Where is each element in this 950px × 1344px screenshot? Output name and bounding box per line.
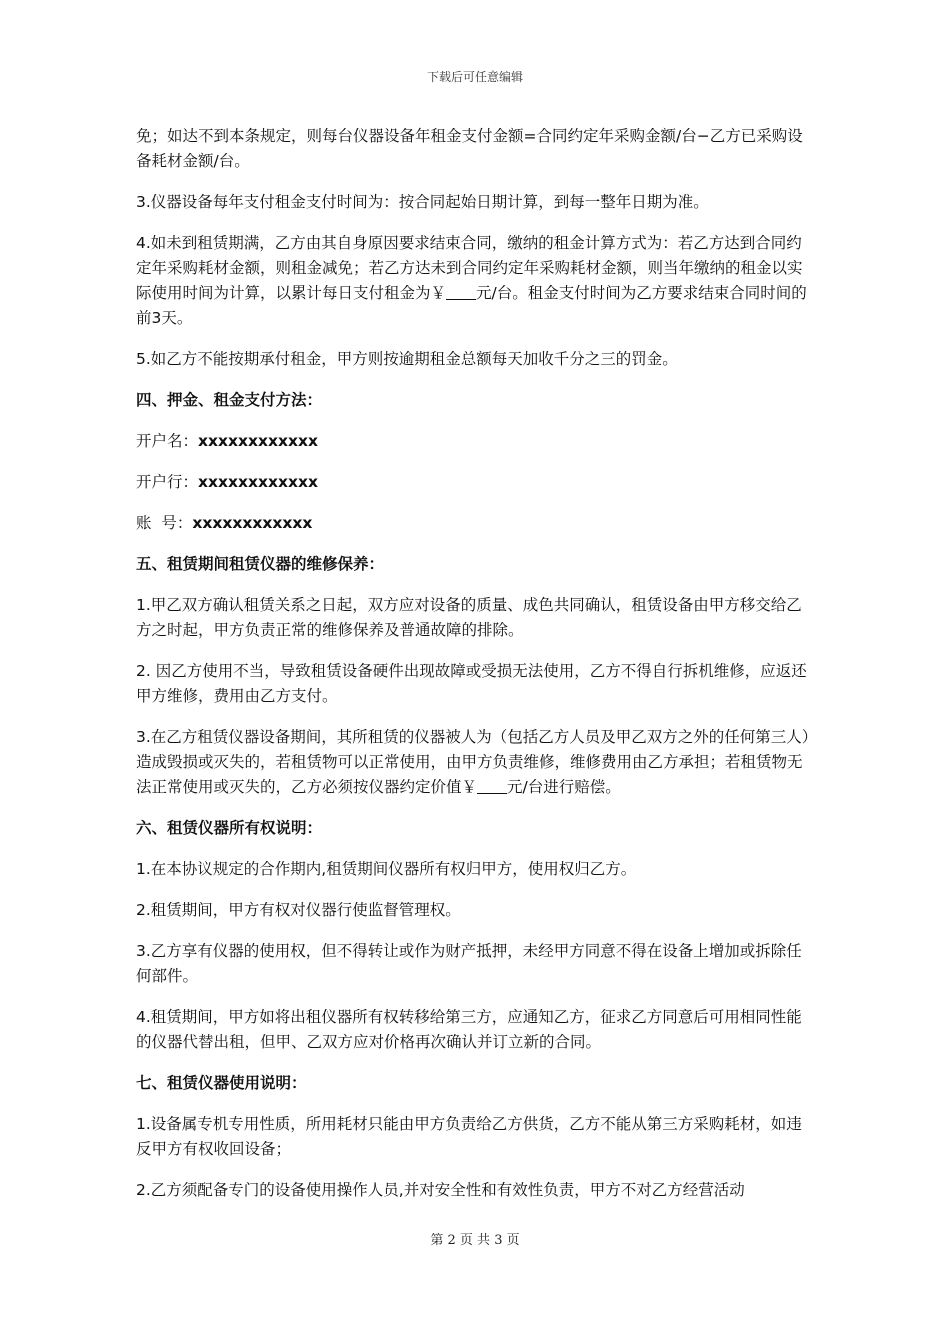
clause-7-2: 2.乙方须配备专门的设备使用操作人员,并对安全性和有效性负责，甲方不对乙方经营活动	[136, 1181, 745, 1199]
clause-6-3: 3.乙方享有仪器的使用权，但不得转让或作为财产抵押，未经甲方同意不得在设备上增加或拆除任何部件。	[136, 942, 802, 985]
paragraph-continuation: 免；如达不到本条规定，则每台仪器设备年租金支付金额=合同约定年采购金额/台−乙方已采购设备耗材金额/台。	[136, 127, 803, 170]
section-4-heading: 四、押金、租金支付方法：	[136, 391, 323, 409]
page-header: 下载后可任意编辑	[426, 70, 523, 84]
clause-7-1: 1.设备属专机专用性质，所用耗材只能由甲方负责给乙方供货，乙方不能从第三方采购耗材，如违反甲方有权收回设备；	[136, 1115, 802, 1158]
clause-3-4	[136, 231, 814, 331]
clause-5-3-text-b: 元/台进行赔偿。	[507, 778, 621, 796]
blank-underline	[477, 775, 507, 794]
bank-value: xxxxxxxxxxxx	[198, 473, 318, 491]
section-7-heading: 七、租赁仪器使用说明：	[136, 1074, 307, 1092]
account-number-value: xxxxxxxxxxxx	[192, 514, 313, 532]
clause-6-4: 4.租赁期间，甲方如将出租仪器所有权转移给第三方，应通知乙方，征求乙方同意后可用相同性能的仪器代替出租，但甲、乙双方应对价格再次确认并订立新的合同。	[136, 1008, 802, 1051]
account-name-value: xxxxxxxxxxxx	[198, 432, 318, 450]
account-name-line	[136, 429, 814, 454]
clause-3-5: 5.如乙方不能按期承付租金，甲方则按逾期租金总额每天加收千分之三的罚金。	[136, 350, 678, 368]
clause-5-2: 2. 因乙方使用不当，导致租赁设备硬件出现故障或受损无法使用，乙方不得自行拆机维修，应返还甲方维修，费用由乙方支付。	[136, 662, 807, 705]
account-number-line	[136, 511, 814, 536]
clause-5-3	[136, 725, 814, 800]
clause-3-4-text-b: 元/台。租金支付时间为乙方要求结束合同时间的前3天。	[136, 284, 807, 327]
document-body	[136, 124, 814, 1219]
clause-5-1: 1.甲乙双方确认租赁关系之日起，双方应对设备的质量、成色共同确认，租赁设备由甲方移交给乙方之时起，甲方负责正常的维修保养及普通故障的排除。	[136, 596, 802, 639]
page-footer: 第 2 页 共 3 页	[430, 1233, 520, 1248]
clause-6-2: 2.租赁期间，甲方有权对仪器行使监督管理权。	[136, 901, 461, 919]
section-5-heading: 五、租赁期间租赁仪器的维修保养：	[136, 555, 385, 573]
clause-3-3: 3.仪器设备每年支付租金支付时间为：按合同起始日期计算，到每一整年日期为准。	[136, 193, 709, 211]
bank-line	[136, 470, 814, 495]
account-name-label: 开户名：	[136, 432, 199, 450]
clause-5-3-text-a: 3.在乙方租赁仪器设备期间，其所租赁的仪器被人为（包括乙方人员及甲乙双方之外的任何第三人）造成毁损或灭失的，若租赁物可以正常使用，由甲方负责维修，维修费用由乙方承担；若租赁物无法正常使用或灭失的，乙方必须按仪器约定价值￥	[136, 728, 810, 796]
blank-underline	[446, 281, 476, 300]
section-6-heading: 六、租赁仪器所有权说明：	[136, 819, 323, 837]
account-number-label: 账 号：	[136, 514, 193, 532]
clause-3-4-text-a: 4.如未到租赁期满，乙方由其自身原因要求结束合同，缴纳的租金计算方式为：若乙方达到合同约定年采购耗材金额，则租金减免；若乙方达未到合同约定年采购耗材金额，则当年缴纳的租金以实际使用时间为计算，以累计每日支付租金为￥	[136, 234, 803, 302]
clause-6-1: 1.在本协议规定的合作期内,租赁期间仪器所有权归甲方，使用权归乙方。	[136, 860, 637, 878]
bank-label: 开户行：	[136, 473, 199, 491]
